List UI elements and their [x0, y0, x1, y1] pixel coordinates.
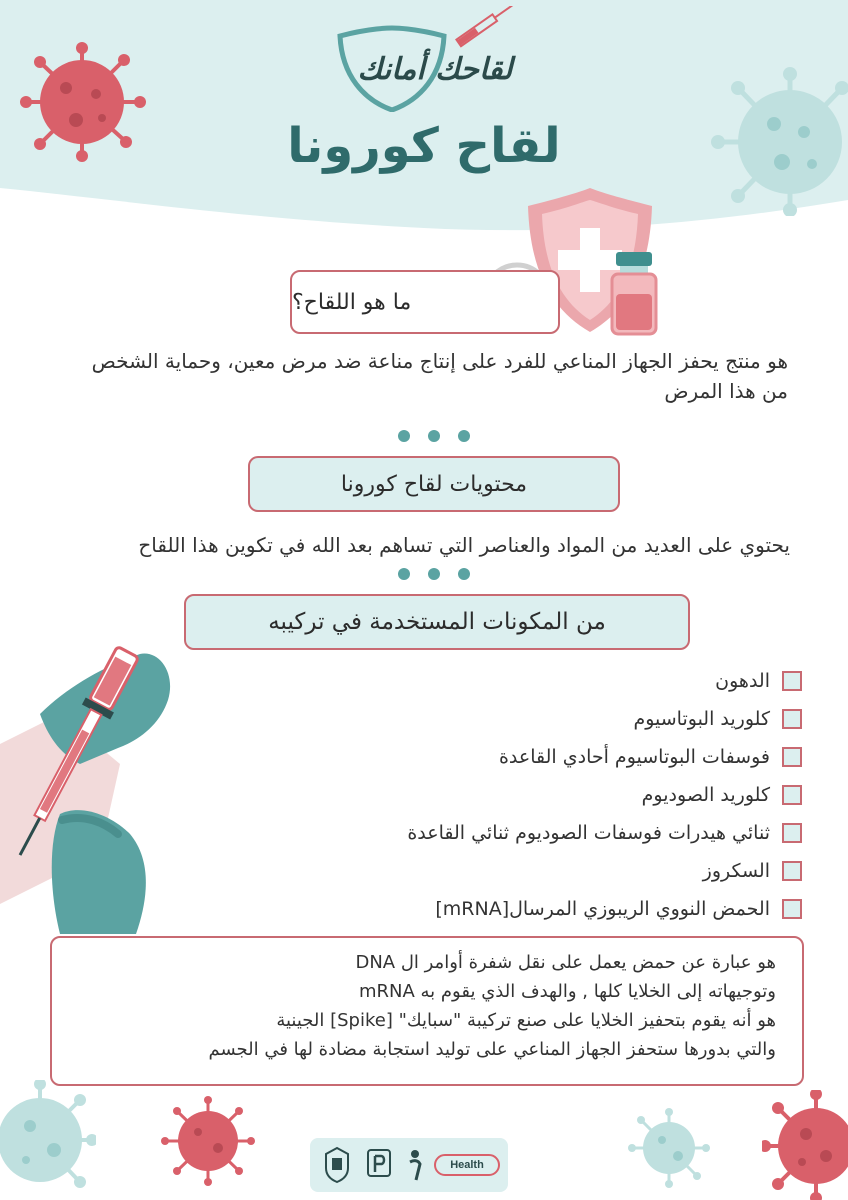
checkbox[interactable] [782, 671, 802, 691]
vaccine-contents-text: يحتوي على العديد من المواد والعناصر التي تساهم بعد الله في تكوين هذا اللقاح [138, 533, 790, 557]
virus-red-bottom-right-icon [762, 1090, 848, 1200]
list-item [322, 662, 802, 700]
health-logo: Health [434, 1154, 500, 1176]
info-line: والتي بدورها ستحفز الجهاز المناعي على توليد استجابة مضادة لها في الجسم [208, 1039, 776, 1060]
list-item-label: السكروز [702, 860, 770, 882]
list-item-label: ثنائي هيدرات فوسفات الصوديوم ثنائي القاعدة [407, 822, 770, 844]
list-item [322, 738, 802, 776]
components-heading: من المكونات المستخدمة في تركيبه [184, 594, 690, 650]
checkbox[interactable] [782, 823, 802, 843]
list-item [322, 814, 802, 852]
divider-dots [398, 430, 470, 442]
info-line: هو عبارة عن حمض يعمل على نقل شفرة أوامر ال DNA [355, 952, 776, 973]
checkbox[interactable] [782, 785, 802, 805]
list-item-label: كلوريد الصوديوم [641, 784, 770, 806]
list-item [322, 852, 802, 890]
list-item-label: الدهون [715, 670, 770, 692]
figure-logo-icon [404, 1148, 426, 1182]
list-item-label: الحمض النووي الريبوزي المرسال[mRNA] [435, 898, 770, 920]
checkbox[interactable] [782, 899, 802, 919]
gloved-hand-syringe-icon [0, 644, 180, 934]
what-is-vaccine-text: هو منتج يحفز الجهاز المناعي للفرد على إنتاج مناعة ضد مرض معين، وحماية الشخص من هذا المرض [91, 349, 788, 403]
what-is-vaccine-heading: ما هو اللقاح؟ [290, 270, 560, 334]
list-item [322, 890, 802, 928]
list-item [322, 776, 802, 814]
info-line: وتوجيهاته إلى الخلايا كلها , والهدف الذي يقوم به mRNA [358, 981, 776, 1002]
checkbox[interactable] [782, 861, 802, 881]
divider-dots [398, 568, 470, 580]
list-item-label: فوسفات البوتاسيوم أحادي القاعدة [498, 746, 770, 768]
vial-icon [608, 252, 660, 336]
components-checklist [322, 662, 802, 928]
logo-text: لقاحك أمانك [357, 52, 513, 87]
info-line: هو أنه يقوم بتحفيز الخلايا على صنع تركيبة "سبايك" [Spike] الجينية [276, 1010, 776, 1031]
page-title: لقاح كورونا [287, 118, 561, 174]
vaccine-contents-heading: محتويات لقاح كورونا [248, 456, 620, 512]
p-logo-icon [366, 1148, 392, 1182]
virus-teal-bottom-left-icon [0, 1080, 96, 1196]
footer-logos-bar [310, 1138, 508, 1192]
mrna-info-box [50, 936, 804, 1086]
list-item-label: كلوريد البوتاسيوم [633, 708, 770, 730]
list-item [322, 700, 802, 738]
virus-red-small-icon [158, 1096, 258, 1186]
university-seal-icon [322, 1146, 352, 1184]
checkbox[interactable] [782, 709, 802, 729]
checkbox[interactable] [782, 747, 802, 767]
virus-teal-small-icon [628, 1108, 710, 1188]
